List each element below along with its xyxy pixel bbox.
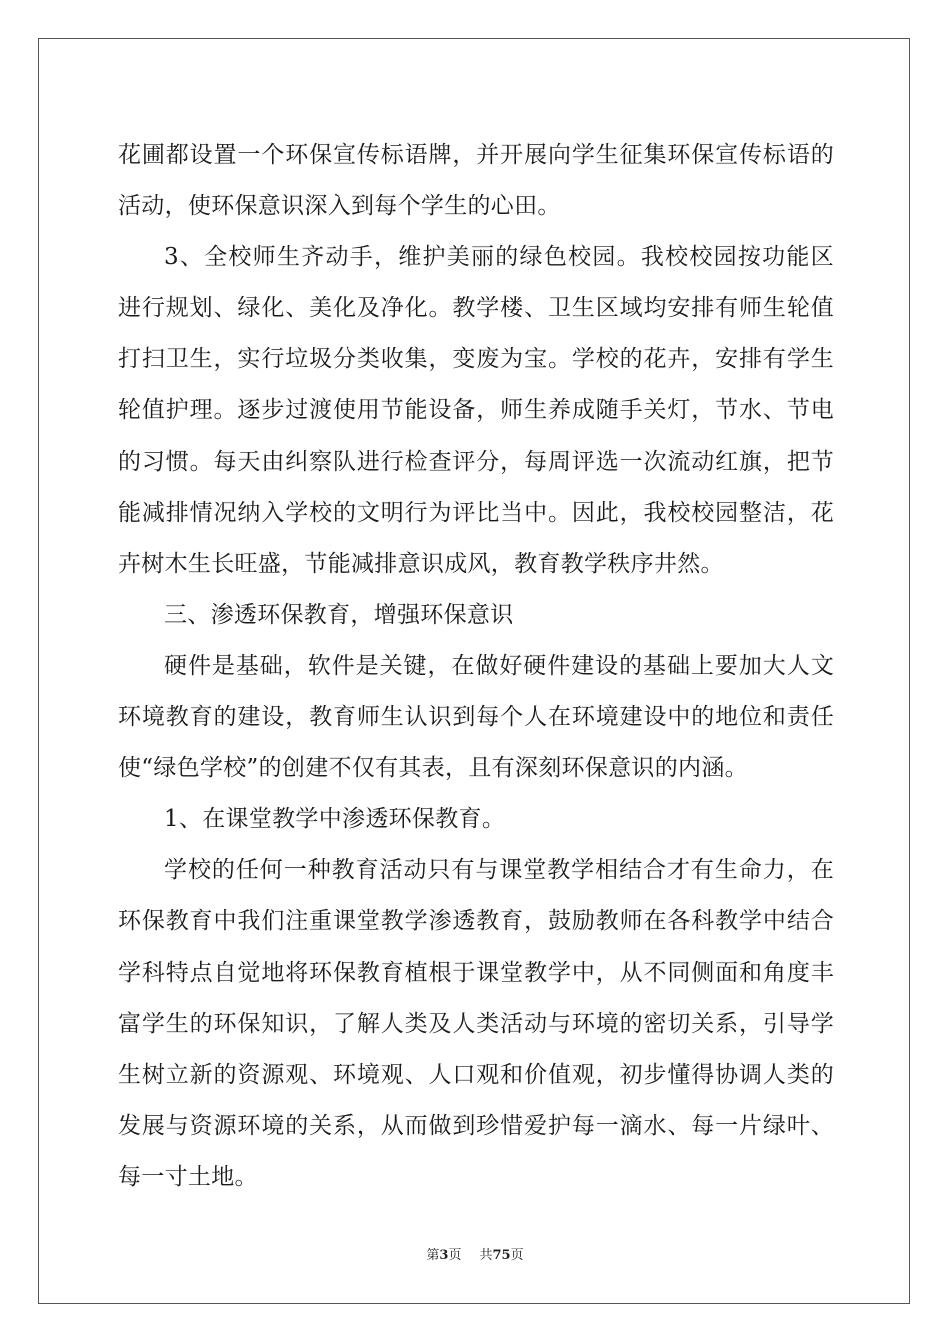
text-line: 能减排情况纳入学校的文明行为评比当中。因此，我校校园整洁，花 (118, 499, 834, 526)
text-line: 学校的任何一种教育活动只有与课堂教学相结合才有生命力，在 (164, 857, 834, 884)
text-line: 学科特点自觉地将环保教育植根于课堂教学中，从不同侧面和角度丰 (118, 959, 834, 986)
text-line: 活动，使环保意识深入到每个学生的心田。 (118, 193, 561, 220)
text-line: 花圃都设置一个环保宣传标语牌，并开展向学生征集环保宣传标语的 (118, 142, 834, 168)
total-suffix: 页 (510, 1248, 524, 1263)
text-line: 三、渗透环保教育，增强环保意识 (164, 601, 514, 628)
text-line: 环境教育的建设，教育师生认识到每个人在环境建设中的地位和责任 (118, 704, 834, 731)
total-prefix: 共 (479, 1248, 493, 1263)
total-pages: 75 (492, 1248, 511, 1263)
text-line: 进行规划、绿化、美化及净化。教学楼、卫生区域均安排有师生轮值 (118, 295, 834, 322)
page-prefix: 第 (426, 1248, 440, 1263)
page-suffix: 页 (448, 1248, 462, 1263)
text-line: 每一寸土地。 (118, 1163, 258, 1190)
page-number: 3 (439, 1248, 449, 1263)
text-line: 卉树木生长旺盛，节能减排意识成风，教育教学秩序井然。 (118, 550, 724, 577)
text-line: 发展与资源环境的关系，从而做到珍惜爱护每一滴水、每一片绿叶、 (118, 1112, 834, 1139)
page-footer (0, 1244, 950, 1263)
text-line: 硬件是基础，软件是关键，在做好硬件建设的基础上要加大人文 (164, 652, 834, 679)
text-line: 1、在课堂教学中渗透环保教育。 (164, 806, 506, 833)
text-line: 富学生的环保知识，了解人类及人类活动与环境的密切关系，引导学 (118, 1010, 834, 1037)
document-body (118, 130, 834, 1203)
text-line: 3、全校师生齐动手，维护美丽的绿色校园。我校校园按功能区 (164, 244, 834, 271)
text-line: 轮值护理。逐步过渡使用节能设备，师生养成随手关灯，节水、节电 (118, 397, 834, 424)
text-line: 环保教育中我们注重课堂教学渗透教育，鼓励教师在各科教学中结合 (118, 908, 834, 935)
text-line: 打扫卫生，实行垃圾分类收集，变废为宝。学校的花卉，安排有学生 (118, 346, 834, 373)
text-line: 生树立新的资源观、环境观、人口观和价值观，初步懂得协调人类的 (118, 1061, 834, 1088)
text-line: 使“绿色学校”的创建不仅有其表，且有深刻环保意识的内涵。 (118, 755, 748, 782)
text-line: 的习惯。每天由纠察队进行检查评分，每周评选一次流动红旗，把节 (118, 448, 834, 475)
